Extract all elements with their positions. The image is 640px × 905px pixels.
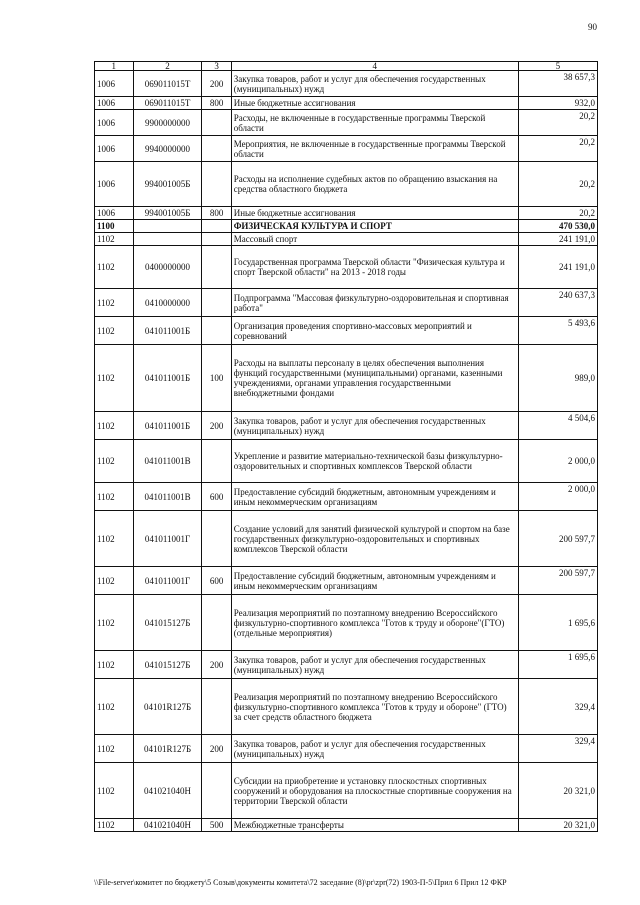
cell-c3 [202, 162, 231, 207]
cell-c2: 9900000000 [133, 110, 202, 136]
cell-c3: 500 [202, 819, 231, 832]
table-row [95, 483, 598, 511]
cell-c1: 1006 [95, 110, 134, 136]
cell-c3 [202, 246, 231, 289]
cell-c1: 1102 [95, 651, 134, 679]
cell-c5: 20,2 [518, 110, 597, 136]
table-row [95, 595, 598, 651]
column-header: 3 [202, 62, 231, 71]
cell-c1: 1102 [95, 763, 134, 819]
cell-c4: Расходы на выплаты персоналу в целях обеспечения выполнения функций государственными (муниципальными) органами, казенными учреждениями, органами управления государственными внебюджетными фондами [231, 345, 518, 412]
table-row [95, 289, 598, 317]
cell-c3 [202, 595, 231, 651]
cell-c5: 2 000,0 [518, 483, 597, 511]
cell-c2: 041021040Н [133, 763, 202, 819]
cell-c3: 100 [202, 345, 231, 412]
cell-c1: 1006 [95, 207, 134, 220]
table-row [95, 162, 598, 207]
cell-c4: Подпрограмма "Массовая физкультурно-оздоровительная и спортивная работа" [231, 289, 518, 317]
cell-c2: 04101R127Б [133, 679, 202, 735]
cell-c1: 1102 [95, 511, 134, 567]
table-row [95, 136, 598, 162]
cell-c4: Организация проведения спортивно-массовых мероприятий и соревнований [231, 317, 518, 345]
cell-c4: Укрепление и развитие материально-технической базы физкультурно-оздоровительных и спортивных комплексов Тверской области [231, 440, 518, 483]
cell-c5: 4 504,6 [518, 412, 597, 440]
cell-c2: 041011001Г [133, 511, 202, 567]
cell-c5: 240 637,3 [518, 289, 597, 317]
cell-c2: 069011015Т [133, 71, 202, 97]
cell-c2: 041011001В [133, 440, 202, 483]
cell-c2 [133, 233, 202, 246]
table-row [95, 679, 598, 735]
cell-c4: Субсидии на приобретение и установку плоскостных спортивных сооружений и оборудования на плоскостные спортивные сооружения на территории Тверской области [231, 763, 518, 819]
cell-c4: Закупка товаров, работ и услуг для обеспечения государственных (муниципальных) нужд [231, 735, 518, 763]
table-row [95, 207, 598, 220]
cell-c1: 1102 [95, 679, 134, 735]
cell-c1: 1102 [95, 440, 134, 483]
cell-c5: 2 000,0 [518, 440, 597, 483]
cell-c3 [202, 763, 231, 819]
cell-c2: 041021040Н [133, 819, 202, 832]
cell-c5: 329,4 [518, 735, 597, 763]
cell-c5: 38 657,3 [518, 71, 597, 97]
cell-c1: 1006 [95, 97, 134, 110]
cell-c5: 932,0 [518, 97, 597, 110]
cell-c1: 1102 [95, 819, 134, 832]
cell-c4: Закупка товаров, работ и услуг для обеспечения государственных (муниципальных) нужд [231, 71, 518, 97]
table-row [95, 97, 598, 110]
table-header-row [95, 62, 598, 71]
cell-c5: 20,2 [518, 207, 597, 220]
cell-c4: ФИЗИЧЕСКАЯ КУЛЬТУРА И СПОРТ [231, 220, 518, 233]
cell-c2 [133, 220, 202, 233]
budget-table [94, 61, 598, 832]
cell-c3: 200 [202, 71, 231, 97]
cell-c1: 1006 [95, 71, 134, 97]
cell-c1: 1102 [95, 233, 134, 246]
cell-c1: 1006 [95, 136, 134, 162]
cell-c3 [202, 233, 231, 246]
cell-c1: 1102 [95, 317, 134, 345]
cell-c5: 5 493,6 [518, 317, 597, 345]
cell-c1: 1102 [95, 246, 134, 289]
cell-c4: Реализация мероприятий по поэтапному внедрению Всероссийского физкультурно-спортивного комплекса "Готов к труду и обороне" (ГТО) за счет средств областного бюджета [231, 679, 518, 735]
cell-c1: 1102 [95, 289, 134, 317]
cell-c5: 200 597,7 [518, 567, 597, 595]
cell-c5: 989,0 [518, 345, 597, 412]
cell-c5: 241 191,0 [518, 233, 597, 246]
cell-c2: 9940000000 [133, 136, 202, 162]
cell-c3 [202, 220, 231, 233]
cell-c4: Предоставление субсидий бюджетным, автономным учреждениям и иным некоммерческим организациям [231, 567, 518, 595]
column-header: 5 [518, 62, 597, 71]
cell-c4: Реализация мероприятий по поэтапному внедрению Всероссийского физкультурно-спортивного комплекса "Готов к труду и обороне"(ГТО) (отдельные мероприятия) [231, 595, 518, 651]
table-row [95, 440, 598, 483]
cell-c2: 041011001Б [133, 317, 202, 345]
cell-c5: 1 695,6 [518, 651, 597, 679]
cell-c3 [202, 440, 231, 483]
cell-c3: 200 [202, 412, 231, 440]
cell-c5: 20 321,0 [518, 763, 597, 819]
cell-c3: 200 [202, 651, 231, 679]
cell-c5: 241 191,0 [518, 246, 597, 289]
table-row [95, 345, 598, 412]
cell-c5: 20,2 [518, 136, 597, 162]
table-row [95, 246, 598, 289]
cell-c4: Предоставление субсидий бюджетным, автономным учреждениям и иным некоммерческим организациям [231, 483, 518, 511]
cell-c4: Иные бюджетные ассигнования [231, 207, 518, 220]
column-header: 1 [95, 62, 134, 71]
cell-c4: Государственная программа Тверской области "Физическая культура и спорт Тверской области" на 2013 - 2018 годы [231, 246, 518, 289]
cell-c4: Расходы, не включенные в государственные программы Тверской области [231, 110, 518, 136]
cell-c4: Расходы на исполнение судебных актов по обращению взыскания на средства областного бюджета [231, 162, 518, 207]
cell-c5: 200 597,7 [518, 511, 597, 567]
cell-c4: Массовый спорт [231, 233, 518, 246]
column-header: 2 [133, 62, 202, 71]
cell-c2: 994001005Б [133, 207, 202, 220]
table-row [95, 220, 598, 233]
cell-c3: 600 [202, 567, 231, 595]
table-row [95, 511, 598, 567]
cell-c5: 470 530,0 [518, 220, 597, 233]
table-row [95, 317, 598, 345]
table-row [95, 71, 598, 97]
table-row [95, 233, 598, 246]
cell-c2: 041011001Б [133, 412, 202, 440]
cell-c4: Создание условий для занятий физической культурой и спортом на базе государственных физкультурно-оздоровительных и спортивных комплексов Тверской области [231, 511, 518, 567]
cell-c1: 1102 [95, 412, 134, 440]
table-row [95, 763, 598, 819]
cell-c3: 800 [202, 97, 231, 110]
cell-c5: 20,2 [518, 162, 597, 207]
cell-c2: 069011015Т [133, 97, 202, 110]
cell-c1: 1102 [95, 735, 134, 763]
cell-c1: 1100 [95, 220, 134, 233]
cell-c2: 041011001Б [133, 345, 202, 412]
cell-c4: Закупка товаров, работ и услуг для обеспечения государственных (муниципальных) нужд [231, 412, 518, 440]
cell-c3: 600 [202, 483, 231, 511]
cell-c1: 1102 [95, 345, 134, 412]
cell-c5: 20 321,0 [518, 819, 597, 832]
table-row [95, 567, 598, 595]
cell-c3 [202, 317, 231, 345]
cell-c1: 1102 [95, 483, 134, 511]
cell-c2: 041011001В [133, 483, 202, 511]
cell-c3: 800 [202, 207, 231, 220]
cell-c5: 329,4 [518, 679, 597, 735]
column-header: 4 [231, 62, 518, 71]
cell-c2: 041015127Б [133, 595, 202, 651]
cell-c3 [202, 679, 231, 735]
cell-c1: 1102 [95, 595, 134, 651]
cell-c3 [202, 110, 231, 136]
cell-c4: Иные бюджетные ассигнования [231, 97, 518, 110]
table-row [95, 819, 598, 832]
table-row [95, 110, 598, 136]
cell-c3 [202, 511, 231, 567]
cell-c5: 1 695,6 [518, 595, 597, 651]
cell-c4: Межбюджетные трансферты [231, 819, 518, 832]
cell-c2: 041015127Б [133, 651, 202, 679]
cell-c3 [202, 289, 231, 317]
cell-c1: 1102 [95, 567, 134, 595]
table-row [95, 735, 598, 763]
cell-c4: Мероприятия, не включенные в государственные программы Тверской области [231, 136, 518, 162]
cell-c2: 0400000000 [133, 246, 202, 289]
cell-c3: 200 [202, 735, 231, 763]
table-row [95, 412, 598, 440]
cell-c2: 041011001Г [133, 567, 202, 595]
cell-c2: 04101R127Б [133, 735, 202, 763]
cell-c1: 1006 [95, 162, 134, 207]
cell-c2: 0410000000 [133, 289, 202, 317]
cell-c3 [202, 136, 231, 162]
footer-file-path: \\File-server\комитет по бюджету\5 Созыв\документы комитета\72 заседание (8)\pr\zpr(72) 1903-П-5\Прил 6 Прил 12 ФКР [94, 878, 507, 887]
cell-c4: Закупка товаров, работ и услуг для обеспечения государственных (муниципальных) нужд [231, 651, 518, 679]
table-row [95, 651, 598, 679]
page-number: 90 [588, 22, 597, 32]
cell-c2: 994001005Б [133, 162, 202, 207]
